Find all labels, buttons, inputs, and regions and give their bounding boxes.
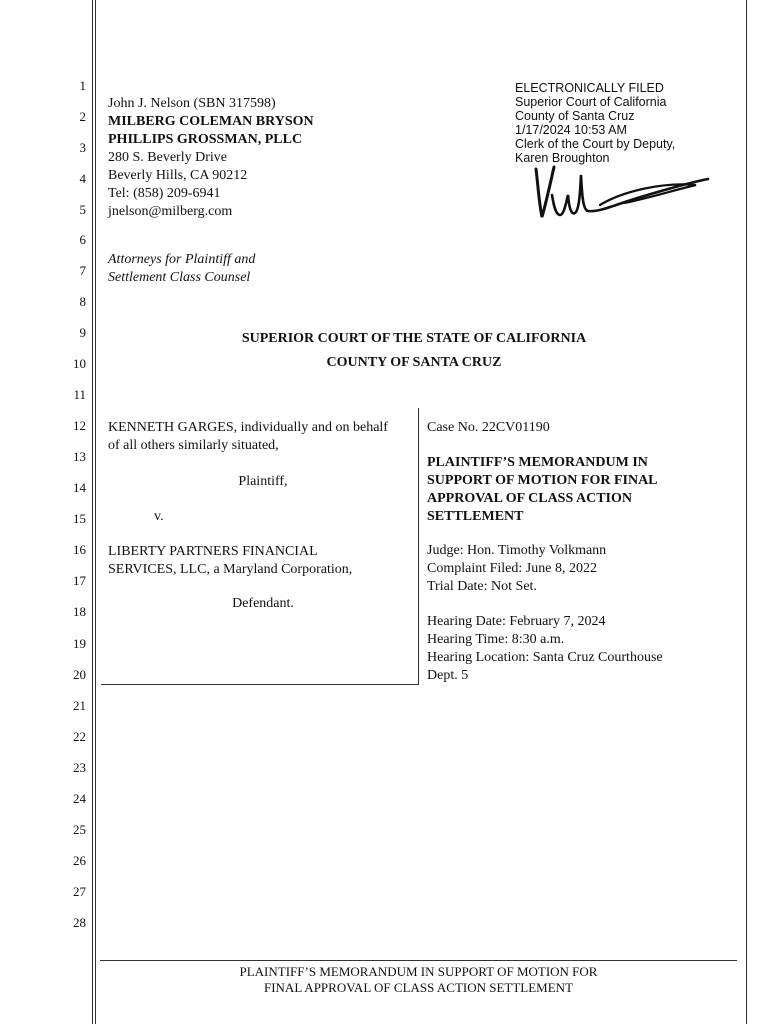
efile-line1: ELECTRONICALLY FILED [515,81,664,95]
defendant-role: Defendant. [232,596,294,611]
line-number: 22 [73,729,86,744]
left-margin-rule-outer [92,0,93,1024]
line-number: 9 [79,325,86,340]
plaintiff-role: Plaintiff, [238,474,288,489]
line-number: 1 [79,78,86,93]
defendant-line1: LIBERTY PARTNERS FINANCIAL [108,544,318,559]
line-number: 5 [79,202,86,217]
court-county: COUNTY OF SANTA CRUZ [326,355,502,370]
hearing-location: Hearing Location: Santa Cruz Courthouse [427,650,663,665]
judge: Judge: Hon. Timothy Volkmann [427,543,607,558]
efile-line5: Clerk of the Court by Deputy, [515,137,676,151]
document-title [427,454,727,526]
line-number: 18 [73,604,86,619]
page-footer [100,960,737,996]
line-number: 28 [73,915,86,930]
line-number: 15 [73,511,86,526]
attorney-email: jnelson@milberg.com [108,204,233,219]
line-number: 20 [73,667,86,682]
hearing-date: Hearing Date: February 7, 2024 [427,614,606,629]
line-number: 6 [79,232,86,247]
clerk-signature [528,155,718,230]
document-title-line3: APPROVAL OF CLASS ACTION [427,491,632,506]
line-number: 26 [73,853,86,868]
attorney-name: John J. Nelson (SBN 317598) [108,96,276,111]
line-number: 21 [73,698,86,713]
hearing-dept: Dept. 5 [427,668,469,683]
footer-line1: PLAINTIFF’S MEMORANDUM IN SUPPORT OF MOTION FOR [239,964,598,979]
right-margin-rule [746,0,747,1024]
hearing-time: Hearing Time: 8:30 a.m. [427,632,565,647]
line-number: 8 [79,294,86,309]
firm-name-line1: MILBERG COLEMAN BRYSON [108,114,314,129]
document-title-line1: PLAINTIFF’S MEMORANDUM IN [427,455,648,470]
attorney-role-line2: Settlement Class Counsel [108,270,251,285]
court-heading [100,331,728,371]
trial-date: Trial Date: Not Set. [427,579,537,594]
line-number: 24 [73,791,86,806]
court-name: SUPERIOR COURT OF THE STATE OF CALIFORNIA [241,331,587,346]
line-number: 2 [79,109,86,124]
line-number: 12 [73,418,86,433]
efile-line2: Superior Court of California [515,95,667,109]
caption-case-info [427,419,727,685]
efile-line4: 1/17/2024 10:53 AM [515,123,627,137]
line-number: 13 [73,449,86,464]
line-number: 16 [73,542,86,557]
attorney-role-block [108,251,255,287]
firm-telephone: Tel: (858) 209-6941 [108,186,221,201]
line-number: 25 [73,822,86,837]
line-number: 7 [79,263,86,278]
firm-address-line1: 280 S. Beverly Drive [108,150,227,165]
line-number: 14 [73,480,86,495]
caption-vertical-rule [418,408,419,684]
left-margin-rule-inner [95,0,96,1024]
attorney-block [108,95,314,221]
case-number: Case No. 22CV01190 [427,420,550,435]
attorney-role-line1: Attorneys for Plaintiff and [108,252,256,267]
efile-line6: Karen Broughton [515,151,610,165]
complaint-filed: Complaint Filed: June 8, 2022 [427,561,597,576]
plaintiff-line2: of all others similarly situated, [108,438,279,453]
caption-parties [108,419,418,613]
line-number: 23 [73,760,86,775]
line-number: 3 [79,140,86,155]
line-number: 4 [79,171,86,186]
line-number: 17 [73,573,86,588]
caption-bottom-rule [101,684,419,685]
footer-line2: FINAL APPROVAL OF CLASS ACTION SETTLEMENT [263,980,574,995]
document-title-line2: SUPPORT OF MOTION FOR FINAL [427,473,658,488]
line-number: 27 [73,884,86,899]
versus: v. [154,509,164,524]
line-number: 10 [73,356,86,371]
firm-name-line2: PHILLIPS GROSSMAN, PLLC [108,132,303,147]
efile-line3: County of Santa Cruz [515,109,635,123]
line-number: 19 [73,636,86,651]
electronic-filing-stamp [515,81,675,165]
plaintiff-line1: KENNETH GARGES, individually and on behalf [108,420,388,435]
defendant-line2: SERVICES, LLC, a Maryland Corporation, [108,562,353,577]
document-title-line4: SETTLEMENT [427,509,524,524]
line-number: 11 [73,387,86,402]
firm-address-line2: Beverly Hills, CA 90212 [108,168,248,183]
